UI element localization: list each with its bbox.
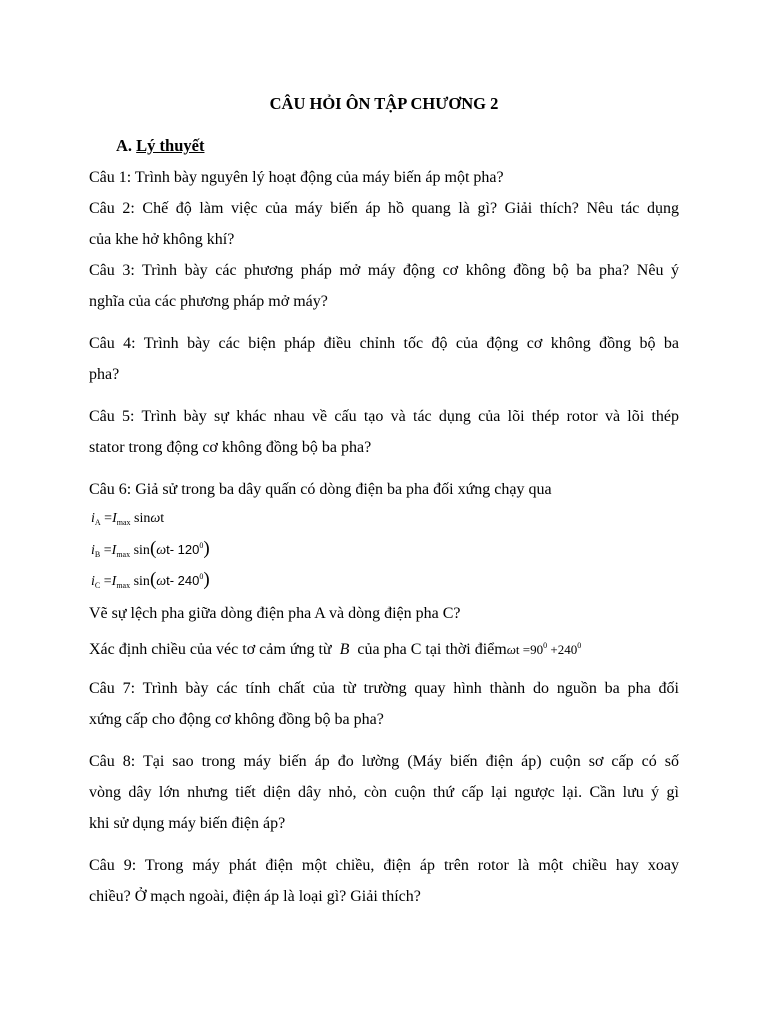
page-title: CÂU HỎI ÔN TẬP CHƯƠNG 2 (269, 94, 499, 113)
question-3-line-2: nghĩa của các phương pháp mở máy? (89, 293, 328, 310)
question-1-line-1: Câu 1: Trình bày nguyên lý hoạt động của máy biến áp một pha? (89, 169, 504, 186)
question-4-line-1: Câu 4: Trình bày các biện pháp điều chỉnh tốc độ của động cơ không đồng bộ ba (89, 335, 679, 352)
time-expression: $\omega t =90^0 +240^0$ (506, 641, 582, 657)
question-5-line-1: Câu 5: Trình bày sự khác nhau về cấu tạo và tác dụng của lõi thép rotor và lõi thép (89, 408, 679, 425)
question-5-line-2: stator trong động cơ không đồng bộ ba pha? (89, 439, 372, 456)
question-2-line-1: Câu 2: Chế độ làm việc của máy biến áp hồ quang là gì? Giải thích? Nêu tác dụng (89, 200, 679, 217)
question-6-line-2: Vẽ sự lệch pha giữa dòng điện pha A và dòng điện pha C? (89, 605, 461, 622)
question-6-line-3-start: Xác định chiều của véc tơ cảm ứng từ (89, 641, 332, 658)
question-8-line-3: khi sử dụng máy biến điện áp? (89, 815, 286, 832)
equation-ia: $i_A =I_{max}$ sinωt (91, 511, 165, 527)
question-6-line-3 (89, 636, 679, 660)
question-7-line-2: xứng cấp cho động cơ không đồng bộ ba pha? (89, 711, 384, 728)
question-9-line-2: chiều? Ở mạch ngoài, điện áp là loại gì? Giải thích? (89, 888, 421, 905)
question-6-line-3-mid: của pha C tại thời điểm (357, 641, 507, 658)
equation-ib: $i_B =I_{max}$ sin(ωt- $120^0$) (91, 538, 210, 559)
section-label: Lý thuyết (136, 136, 205, 155)
equation-ic: $i_C =I_{max}$ sin(ωt- $240^0$) (91, 569, 210, 590)
section-heading (116, 136, 204, 156)
question-3-line-1: Câu 3: Trình bày các phương pháp mở máy động cơ không đồng bộ ba pha? Nêu ý (89, 262, 679, 279)
question-2-line-2: của khe hở không khí? (89, 231, 235, 248)
question-8-line-1: Câu 8: Tại sao trong máy biến áp đo lường (Máy biến điện áp) cuộn sơ cấp có số (89, 753, 679, 770)
question-7-line-1: Câu 7: Trình bày các tính chất của từ trường quay hình thành do nguồn ba pha đối (89, 680, 679, 697)
question-6-line-1: Câu 6: Giả sử trong ba dây quấn có dòng điện ba pha đối xứng chạy qua (89, 481, 552, 498)
vector-b-symbol: B (339, 641, 350, 658)
question-4-line-2: pha? (89, 366, 120, 383)
question-9-line-1: Câu 9: Trong máy phát điện một chiều, điện áp trên rotor là một chiều hay xoay (89, 857, 679, 874)
section-prefix: A. (116, 136, 133, 155)
question-8-line-2: vòng dây lớn nhưng tiết diện dây nhỏ, còn cuộn thứ cấp lại ngược lại. Cần lưu ý gì (89, 784, 679, 801)
